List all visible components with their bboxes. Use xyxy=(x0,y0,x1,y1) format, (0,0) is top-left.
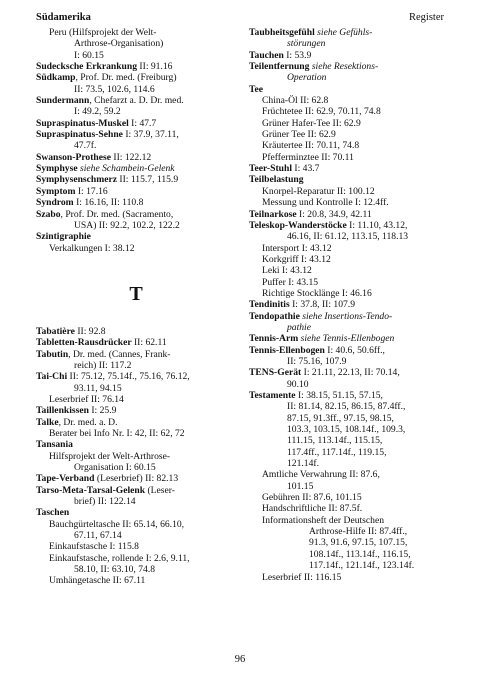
index-locators: II: 73.5, 102.6, 114.6 xyxy=(74,83,155,95)
index-entry xyxy=(36,371,236,382)
index-locators: Arthrose-Hilfe II: 87.4ff., xyxy=(309,526,408,538)
index-locators: , Dr. med. (Cannes, Frank- xyxy=(68,348,171,360)
index-locators: , Prof. Dr. med. (Freiburg) xyxy=(75,72,177,84)
index-locators: 91.3, 91.6, 97.15, 107.15, xyxy=(309,537,408,549)
index-term: Tee xyxy=(249,83,264,95)
index-locators: II: 62.11 xyxy=(131,337,167,349)
index-term: Teilnarkose xyxy=(249,208,297,220)
index-entry xyxy=(36,337,236,348)
cross-reference: pathie xyxy=(287,321,311,333)
running-head-title: Register xyxy=(409,12,444,23)
index-subline xyxy=(249,254,453,265)
index-subline xyxy=(36,564,236,575)
index-entry xyxy=(249,163,453,174)
index-locators: 111.15, 113.14f., 115.15, xyxy=(287,435,383,447)
index-entry xyxy=(36,72,236,83)
index-term: Symphyse xyxy=(36,163,78,175)
index-locators: II: 115.7, 115.9 xyxy=(117,174,179,186)
index-locators: I: 53.9 xyxy=(283,49,312,61)
index-subline xyxy=(36,360,236,371)
index-subline xyxy=(36,541,236,552)
index-locators: I: 16.16, II: 110.8 xyxy=(73,197,144,209)
index-locators: (Leserbrief) II: 82.13 xyxy=(94,473,179,485)
index-locators: 117.4ff., 117.14f., 119.15, xyxy=(287,446,387,458)
index-locators: Peru (Hilfsprojekt der Welt- xyxy=(49,27,157,38)
index-entry xyxy=(36,405,236,416)
index-subline xyxy=(249,503,453,514)
index-entry xyxy=(36,129,236,140)
cross-reference: Operation xyxy=(287,72,327,84)
index-entry xyxy=(249,299,453,310)
cross-reference: störungen xyxy=(287,38,326,50)
index-subline xyxy=(36,243,236,254)
index-subline xyxy=(36,106,236,117)
index-entry xyxy=(249,345,453,356)
index-subline xyxy=(36,27,236,38)
index-subline xyxy=(249,526,453,537)
index-subline xyxy=(36,496,236,507)
index-subline xyxy=(249,152,453,163)
index-subline xyxy=(249,186,453,197)
index-locators: (Leser- xyxy=(145,484,175,496)
index-term: Syndrom xyxy=(36,197,74,209)
index-term: Teilentfernung xyxy=(249,61,310,73)
index-locators: I: 25.9 xyxy=(88,405,117,417)
index-locators: reich) II: 117.2 xyxy=(74,359,132,371)
index-locators: Berater bei Info Nr. I: 42, II: 62, 72 xyxy=(49,427,185,439)
index-term: Szabo xyxy=(36,208,61,220)
index-subline xyxy=(249,560,453,571)
index-entry xyxy=(249,50,453,61)
index-subline xyxy=(249,481,453,492)
index-term: Tabletten-Rausdrücker xyxy=(36,337,132,349)
index-subline xyxy=(36,553,236,564)
index-subline xyxy=(249,106,453,117)
index-subline xyxy=(249,447,453,458)
index-locators: Arthrose-Organisation) xyxy=(74,38,164,50)
running-head-section: Südamerika xyxy=(36,12,91,23)
page-number: 96 xyxy=(234,654,246,665)
index-entry xyxy=(36,61,236,72)
index-entry xyxy=(36,174,236,185)
index-entry xyxy=(249,311,453,322)
index-subline xyxy=(249,401,453,412)
index-subline xyxy=(249,435,453,446)
index-subline xyxy=(36,530,236,541)
index-entry xyxy=(249,174,453,185)
index-locators: Einkaufstasche I: 115.8 xyxy=(49,541,139,553)
index-subline xyxy=(249,95,453,106)
index-term: Taillenkissen xyxy=(36,405,89,417)
index-subline xyxy=(249,197,453,208)
index-locators: II: 91.16 xyxy=(137,61,173,73)
index-term: Talke xyxy=(36,416,59,428)
index-locators: USA) II: 92.2, 102.2, 122.2 xyxy=(74,219,180,231)
index-subline xyxy=(249,458,453,469)
index-locators: I: 38.15, 51.15, 57.15, xyxy=(295,390,383,401)
index-entry xyxy=(36,473,236,484)
index-term: Teilbelastung xyxy=(249,174,304,186)
index-term: Tendopathie xyxy=(249,310,300,322)
index-subline xyxy=(249,572,453,583)
index-subline xyxy=(249,231,453,242)
index-column-left xyxy=(36,27,236,587)
index-term: Testamente xyxy=(249,390,296,401)
index-subline xyxy=(249,38,453,49)
index-locators: II: 75.16, 107.9 xyxy=(287,355,347,367)
index-locators: I: 43.7 xyxy=(292,163,320,175)
index-locators: Früchtetee II: 62.9, 70.11, 74.8 xyxy=(262,106,381,118)
index-subline xyxy=(249,515,453,526)
index-locators: Hilfsprojekt der Welt-Arthrose- xyxy=(49,450,171,462)
index-locators: Umhängetasche II: 67.11 xyxy=(49,575,146,587)
index-entry xyxy=(249,333,453,344)
index-term: Sudecksche Erkrankung xyxy=(36,61,138,73)
index-term: Symptom xyxy=(36,185,76,197)
index-locators: I: 11.10, 43.12, xyxy=(346,219,408,231)
index-locators: Bauchgürteltasche II: 65.14, 66.10, xyxy=(49,518,185,530)
index-locators: , Chefarzt a. D. Dr. med. xyxy=(89,95,184,107)
index-subline xyxy=(249,129,453,140)
index-term: Tennis-Arm xyxy=(249,333,299,345)
index-subline xyxy=(36,220,236,231)
index-subline xyxy=(36,38,236,49)
index-term: Tabatière xyxy=(36,325,75,337)
index-term: Teleskop-Wanderstöcke xyxy=(249,219,347,231)
index-locators: Intersport I: 43.12 xyxy=(262,242,332,254)
index-entries-t-continued xyxy=(249,27,453,583)
index-subline xyxy=(249,413,453,424)
index-entry xyxy=(249,84,453,95)
index-subline xyxy=(36,140,236,151)
index-locators: Knorpel-Reparatur II: 100.12 xyxy=(262,185,375,197)
index-locators: Puffer I: 43.15 xyxy=(262,276,319,288)
index-entry xyxy=(36,209,236,220)
index-term: Supraspinatus-Muskel xyxy=(36,117,129,129)
index-term: Tauchen xyxy=(249,49,284,61)
index-locators: 101.15 xyxy=(287,480,314,492)
index-locators: 103.3, 103.15, 108.14f., 109.3, xyxy=(287,424,406,436)
index-subline xyxy=(249,118,453,129)
index-entry xyxy=(36,231,236,242)
index-subline xyxy=(249,140,453,151)
index-locators: 90.10 xyxy=(287,378,309,390)
index-locators: II: 122.12 xyxy=(110,151,152,163)
cross-reference: siehe Tennis-Ellenbogen xyxy=(298,333,395,345)
letter-heading: T xyxy=(129,282,143,305)
index-entries-t xyxy=(36,326,236,587)
index-term: Tarso-Meta-Tarsal-Gelenk xyxy=(36,484,146,496)
index-locators: I: 17.16 xyxy=(75,185,108,197)
index-entry xyxy=(36,349,236,360)
index-subline xyxy=(36,462,236,473)
index-subline xyxy=(249,288,453,299)
index-subline xyxy=(36,383,236,394)
index-subline xyxy=(249,265,453,276)
index-subline xyxy=(36,575,236,586)
index-term: Tabutin xyxy=(36,348,69,360)
index-term: Swanson-Prothese xyxy=(36,151,111,163)
index-locators: Amtliche Verwahrung II: 87.6, xyxy=(262,469,380,481)
index-locators: Leserbrief II: 76.14 xyxy=(49,393,124,405)
index-term: Szintigraphie xyxy=(36,231,91,243)
cross-reference: siehe Schambein-Gelenk xyxy=(77,163,175,175)
index-entry xyxy=(36,118,236,129)
index-subline xyxy=(36,519,236,530)
index-locators: Handschriftliche II: 87.5f. xyxy=(262,503,363,515)
index-term: Tennis-Ellenbogen xyxy=(249,344,325,356)
index-subline xyxy=(36,50,236,61)
index-locators: 47.7f. xyxy=(74,140,97,152)
index-locators: Einkaufstasche, rollende I: 2.6, 9.11, xyxy=(49,552,190,564)
index-entry xyxy=(249,209,453,220)
index-entry xyxy=(36,417,236,428)
index-locators: I: 60.15 xyxy=(74,49,104,61)
index-entry xyxy=(36,186,236,197)
index-term: Taubheitsgefühl xyxy=(249,27,315,38)
index-term: Teer-Stuhl xyxy=(249,163,292,175)
index-entry xyxy=(36,95,236,106)
cross-reference: siehe Insertions-Tendo- xyxy=(299,310,393,322)
index-locators: Korkgriff I: 43.12 xyxy=(262,253,331,265)
index-locators: 121.14f. xyxy=(287,458,319,470)
index-locators: , Prof. Dr. med. (Sacramento, xyxy=(60,208,174,220)
index-subline xyxy=(249,537,453,548)
index-locators: I: 20.8, 34.9, 42.11 xyxy=(296,208,372,220)
index-locators: II: 75.12, 75.14f., 75.16, 76.12, xyxy=(67,371,190,383)
cross-reference: siehe Resektions- xyxy=(309,61,379,73)
index-entries-s xyxy=(36,27,236,254)
index-entry xyxy=(36,485,236,496)
index-locators: Pfefferminztee II: 70.11 xyxy=(262,151,354,163)
index-subline xyxy=(249,379,453,390)
index-term: Tendinitis xyxy=(249,299,290,311)
index-entry xyxy=(36,197,236,208)
index-entry xyxy=(36,163,236,174)
index-subline xyxy=(36,428,236,439)
index-entry xyxy=(36,326,236,337)
index-locators: Leki I: 43.12 xyxy=(262,265,312,277)
index-term: TENS-Gerät xyxy=(249,367,302,379)
index-subline xyxy=(249,277,453,288)
index-locators: 87.15, 91.3ff., 97.15, 98.15, xyxy=(287,412,394,424)
index-locators: 67.11, 67.14 xyxy=(74,530,122,542)
index-locators: brief) II: 122.14 xyxy=(74,496,136,508)
index-entry xyxy=(249,390,453,401)
index-locators: I: 21.11, 22.13, II: 70.14, xyxy=(301,367,400,379)
index-locators: Gebühren II: 87.6, 101.15 xyxy=(262,492,362,504)
index-subline xyxy=(249,243,453,254)
index-subline xyxy=(249,469,453,480)
index-locators: II: 92.8 xyxy=(74,325,106,337)
index-locators: China-Öl II: 62.8 xyxy=(262,95,329,107)
index-subline xyxy=(249,356,453,367)
index-term: Sundermann xyxy=(36,95,90,107)
index-locators: 46.16, II: 61.12, 113.15, 118.13 xyxy=(287,231,409,243)
index-subline xyxy=(36,84,236,95)
index-subline xyxy=(36,451,236,462)
index-locators: I: 37.8, II: 107.9 xyxy=(289,299,356,311)
index-locators: I: 49.2, 59.2 xyxy=(74,106,121,118)
index-column-right xyxy=(249,27,453,583)
index-locators: I: 40.6, 50.6ff., xyxy=(324,344,385,356)
index-entry xyxy=(36,439,236,450)
index-entry xyxy=(36,152,236,163)
index-term: Taschen xyxy=(36,507,70,519)
index-subline xyxy=(249,549,453,560)
index-locators: Grüner Tee II: 62.9 xyxy=(262,129,336,141)
cross-reference: siehe Gefühls- xyxy=(314,27,373,38)
index-term: Symphysenschmerz xyxy=(36,174,118,186)
index-locators: 58.10, II: 63.10, 74.8 xyxy=(74,564,156,576)
index-locators: Informationsheft der Deutschen xyxy=(262,514,385,526)
index-subline xyxy=(249,322,453,333)
index-entry xyxy=(249,220,453,231)
index-locators: I: 37.9, 37.11, xyxy=(122,129,179,141)
index-locators: 117.14f., 121.14f., 123.14f. xyxy=(309,560,415,572)
index-locators: 108.14f., 113.14f., 116.15, xyxy=(309,548,411,560)
index-subline xyxy=(249,492,453,503)
index-term: Supraspinatus-Sehne xyxy=(36,129,123,141)
index-locators: 93.11, 94.15 xyxy=(74,382,122,394)
index-term: Tape-Verband xyxy=(36,473,95,485)
index-locators: Leserbrief II: 116.15 xyxy=(262,571,342,583)
index-subline xyxy=(249,424,453,435)
index-locators: Kräutertee II: 70.11, 74.8 xyxy=(262,140,360,152)
index-locators: Verkalkungen I: 38.12 xyxy=(49,242,135,254)
index-entry xyxy=(249,27,453,38)
index-term: Tai-Chi xyxy=(36,371,68,383)
index-locators: I: 47.7 xyxy=(128,117,157,129)
index-subline xyxy=(36,394,236,405)
index-entry xyxy=(249,367,453,378)
index-entry xyxy=(36,507,236,518)
index-term: Südkamp xyxy=(36,72,76,84)
index-locators: Richtige Stocklänge I: 46.16 xyxy=(262,287,372,299)
index-entry xyxy=(249,61,453,72)
index-subline xyxy=(249,72,453,83)
index-locators: Messung und Kontrolle I: 12.4ff. xyxy=(262,197,389,209)
index-locators: II: 81.14, 82.15, 86.15, 87.4ff., xyxy=(287,401,406,413)
index-term: Tansania xyxy=(36,439,73,451)
index-locators: Grüner Hafer-Tee II: 62.9 xyxy=(262,117,361,129)
index-locators: Organisation I: 60.15 xyxy=(74,462,156,473)
index-locators: , Dr. med. a. D. xyxy=(58,416,118,428)
